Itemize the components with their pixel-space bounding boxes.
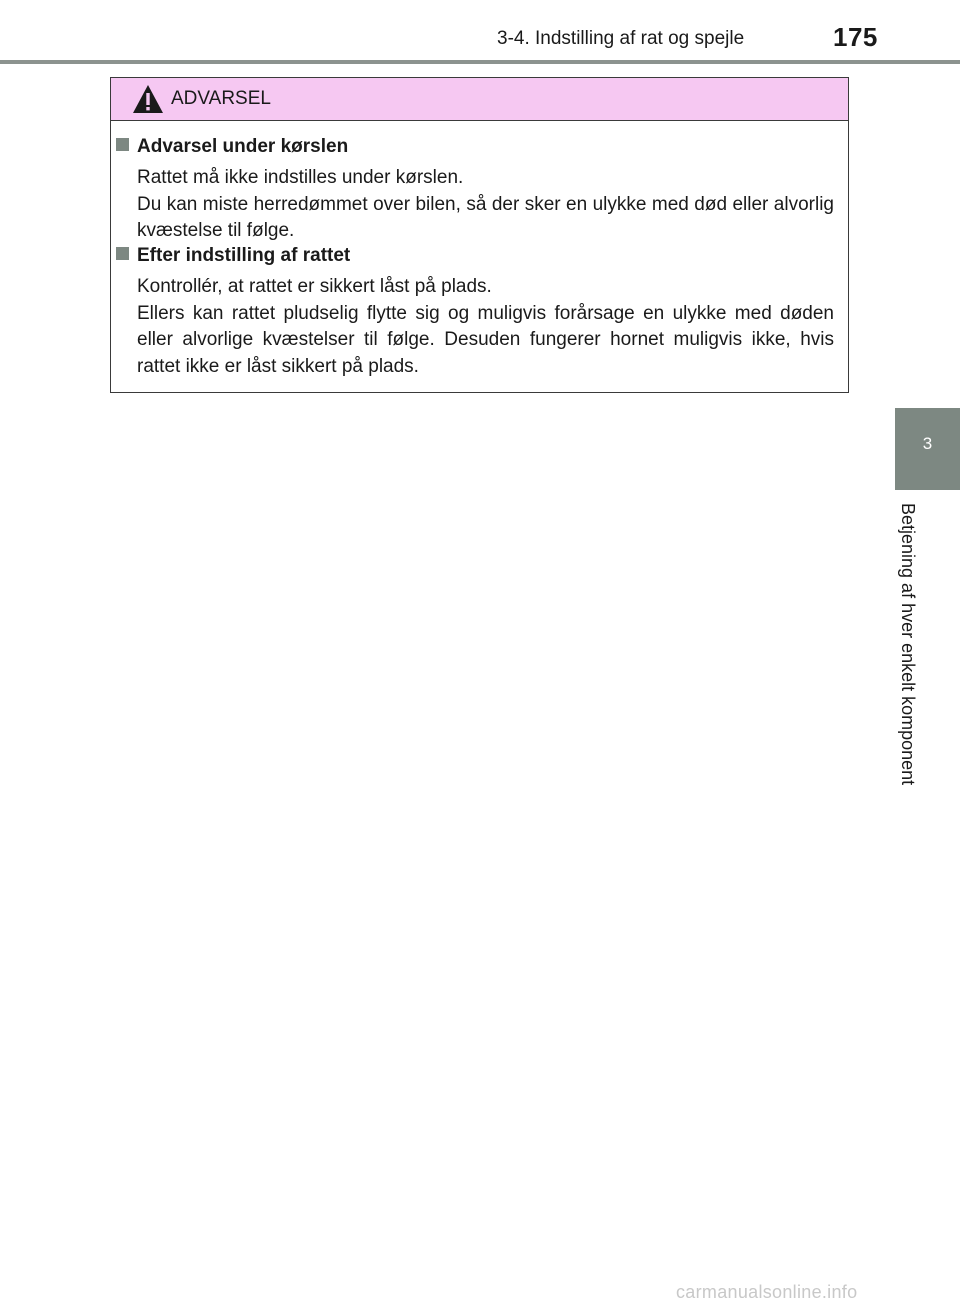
bullet-square-icon [116, 138, 129, 151]
bullet-square-icon [116, 247, 129, 260]
warning-triangle-icon [132, 84, 164, 114]
chapter-tab [895, 408, 960, 490]
warning-header [111, 78, 848, 121]
text-line: Du kan miste herredømmet over bilen, så der sker en ulykke med død eller alvorlig kvæstelse til følge. [137, 193, 834, 241]
chapter-label: Betjening af hver enkelt komponent [898, 503, 918, 786]
section-title: Efter indstilling af rattet [116, 245, 350, 267]
section-text [137, 165, 834, 245]
warning-title: ADVARSEL [171, 88, 271, 109]
section-title: Advarsel under kørslen [116, 136, 348, 158]
section-text [137, 274, 834, 380]
chapter-number: 3 [922, 434, 933, 453]
text-line: Ellers kan rattet pludselig flytte sig og muligvis forårsage en ulykke med døden eller alvorlige kvæstelser til følge. Desuden fungerer hornet muligvis ikke, hvis rattet ikke er låst sikkert på plads. [137, 302, 834, 377]
warning-box [110, 77, 849, 393]
page-number: 175 [833, 22, 878, 52]
header-divider [0, 60, 960, 64]
header-section-title: 3-4. Indstilling af rat og spejle [497, 28, 745, 49]
text-line: Kontrollér, at rattet er sikkert låst på plads. [137, 276, 492, 297]
text-line: Rattet må ikke indstilles under kørslen. [137, 167, 464, 188]
watermark: carmanualsonline.info [676, 1282, 858, 1302]
